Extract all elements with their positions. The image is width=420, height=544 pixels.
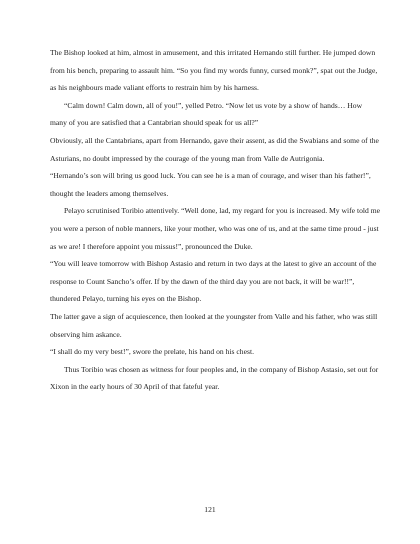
paragraph-3: Obviously, all the Cantabrians, apart from Hernando, gave their assent, as did the Swabians and some of the Asturians, no doubt impressed by the courage of the young man from Valle de Autrigonia. (50, 135, 379, 163)
paragraph-7: The latter gave a sign of acquiescence, then looked at the youngster from Valle and his father, who was still observing him askance. (50, 311, 378, 339)
paragraph-6: “You will leave tomorrow with Bishop Astasio and return in two days at the latest to give an account of the response to Count Sancho’s offer. If by the dawn of the third day you are not back, it will be war!!”, thundered Pelayo, turning his eyes on the Bishop. (50, 259, 377, 304)
paragraph-2: “Calm down! Calm down, all of you!”, yelled Petro. “Now let us vote by a show of hands… How many of you are satisfied that a Cantabrian should speak for us all?” (50, 100, 363, 128)
paragraph-5: Pelayo scrutinised Toribio attentively. “Well done, lad, my regard for you is increased. My wife told me you were a person of noble manners, like your mother, who was one of us, and at the same time proud - just as we are! I therefore appoint you missus!”, pronounced the Duke. (50, 206, 381, 251)
paragraph-4: “Hernando’s son will bring us good luck. You can see he is a man of courage, and wiser than his father!”, thought the leaders among themselves. (50, 171, 371, 198)
page-number: 121 (204, 505, 216, 514)
paragraph-1: The Bishop looked at him, almost in amusement, and this irritated Hernando still further. He jumped down from his bench, preparing to assault him. “So you find my words funny, cursed monk?”, spat out the Judge, as his neighbours made valiant efforts to restrain him by his harness. (50, 48, 378, 93)
paragraph-9: Thus Toribio was chosen as witness for four peoples and, in the company of Bishop Astasio, set out for Xixon in the early hours of 30 April of that fateful year. (50, 364, 379, 392)
paragraph-8: “I shall do my very best!”, swore the prelate, his hand on his chest. (50, 347, 254, 357)
body-text (50, 44, 380, 396)
